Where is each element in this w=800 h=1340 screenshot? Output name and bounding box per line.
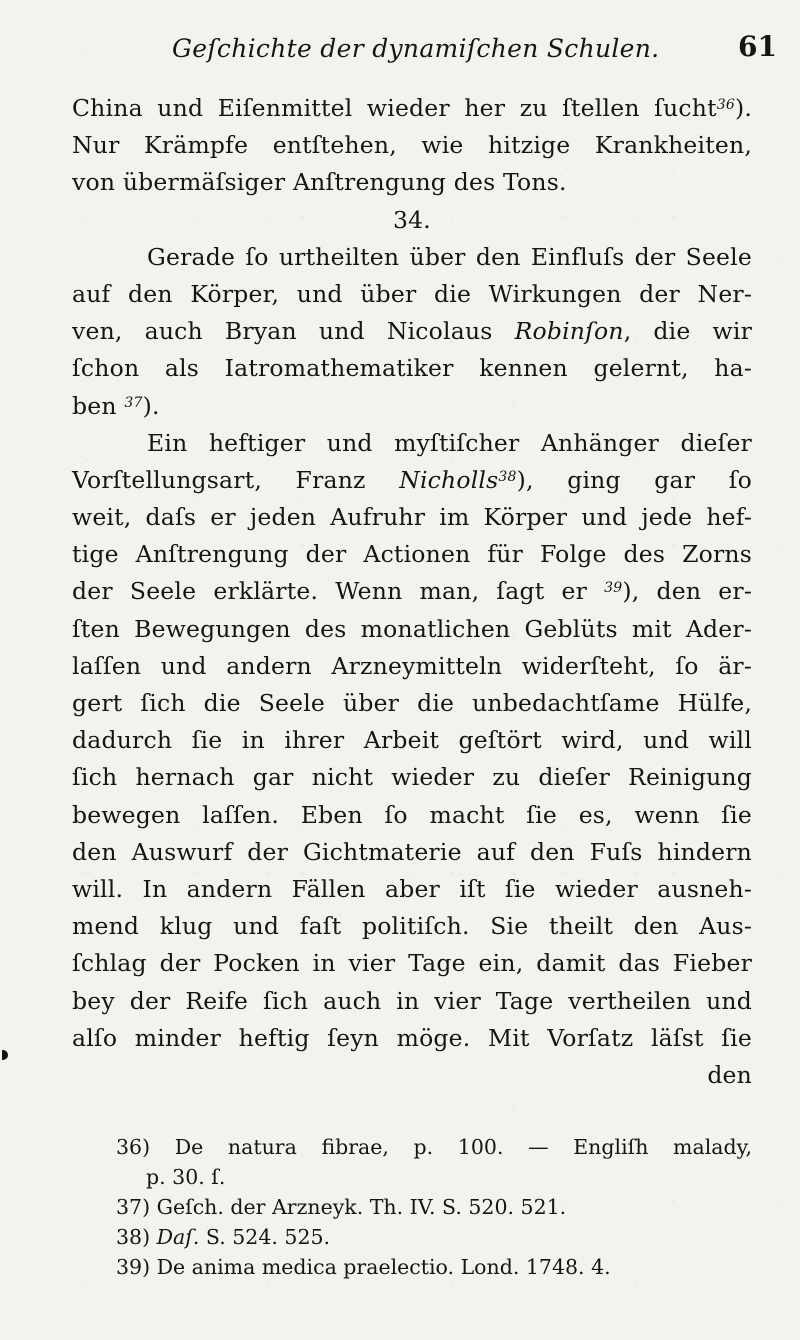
text-line: weit, daſs er jeden Aufruhr im Körper und jede hef- (72, 503, 752, 532)
footnote-37: 37) Geſch. der Arzneyk. Th. IV. S. 520. 521. (116, 1195, 567, 1219)
footnote-ref: 37 (124, 394, 143, 411)
text-line: tige Anſtrengung der Actionen für Folge des Zorns (72, 540, 752, 569)
text-line: will. In andern Fällen aber iſt ſie wieder ausneh- (72, 874, 752, 903)
footnote-38: 38) Daſ. S. 524. 525. (116, 1225, 331, 1249)
text-line: bey der Reife ſich auch in vier Tage vertheilen und (72, 986, 752, 1015)
text-line: China und Eiſenmittel wieder her zu ſtellen ſucht$^{36}$). (72, 94, 752, 122)
text-line: ſich hernach gar nicht wieder zu dieſer Reinigung (72, 763, 752, 792)
text-line: alſo minder heftig ſeyn möge. Mit Vorſatz läſst ſie (72, 1023, 752, 1052)
text-line: gert ſich die Seele über die unbedachtſame Hülfe, (72, 689, 752, 717)
person-name: Robinſon (514, 317, 624, 346)
text-line: von übermäſsiger Anſtrengung des Tons. (72, 168, 567, 197)
page-number: 61 (738, 30, 777, 63)
footnote-39: 39) De anima medica praelectio. Lond. 1748. 4. (116, 1255, 611, 1279)
text-line: Gerade ſo urtheilten über den Einfluſs der Seele (147, 242, 752, 271)
text-line: den Auswurf der Gichtmaterie auf den Fuſs hindern (72, 837, 752, 866)
footnote-ref: 38 (498, 468, 517, 485)
footnote-36: 36) De natura fibrae, p. 100. — Engliſh malady, (116, 1135, 752, 1159)
text-line: Ein heftiger und myſtiſcher Anhänger dieſer (147, 428, 752, 457)
text-line: bewegen laſſen. Eben ſo macht ſie es, wenn ſie (72, 800, 752, 829)
running-title: Geſchichte der dynamiſchen Schulen. (172, 34, 660, 63)
footnote-ref: 39 (604, 580, 623, 597)
text-line: dadurch ſie in ihrer Arbeit geſtört wird, und will (72, 726, 752, 755)
footnote-ref: 36 (716, 97, 735, 113)
text-line: Vorſtellungsart, Franz Nicholls$^{38}$), ging gar ſo (72, 465, 752, 494)
text-line: ſchlag der Pocken in vier Tage ein, damit das Fieber (72, 949, 752, 978)
text-line: mend klug und faſt politiſch. Sie theilt den Aus- (72, 912, 752, 941)
catchword: den (707, 1060, 752, 1089)
person-name: Nicholls (399, 465, 499, 494)
section-number: 34. (393, 205, 431, 234)
page-edge-mark (2, 1050, 8, 1060)
text-line: ben $^{37}$). (72, 391, 160, 420)
text-line: laſſen und andern Arzneymitteln widerſteht, ſo är- (72, 651, 752, 680)
text-line: der Seele erklärte. Wenn man, ſagt er $^{39}$), den er- (72, 577, 752, 606)
text-line: ſten Bewegungen des monatlichen Geblüts mit Ader- (72, 614, 752, 643)
footnote-36-continued: p. 30. ſ. (146, 1165, 226, 1189)
text-line: auf den Körper, und über die Wirkungen der Ner- (72, 279, 752, 308)
footnotes (116, 1132, 752, 1282)
text-line: Nur Krämpfe entſtehen, wie hitzige Krankheiten, (72, 131, 752, 160)
page-header (172, 30, 777, 68)
body-text (72, 90, 752, 1094)
text-line: ven, auch Bryan und Nicolaus Robinſon, die wir (72, 317, 753, 346)
text-line: ſchon als Iatromathematiker kennen gelernt, ha- (72, 354, 752, 383)
